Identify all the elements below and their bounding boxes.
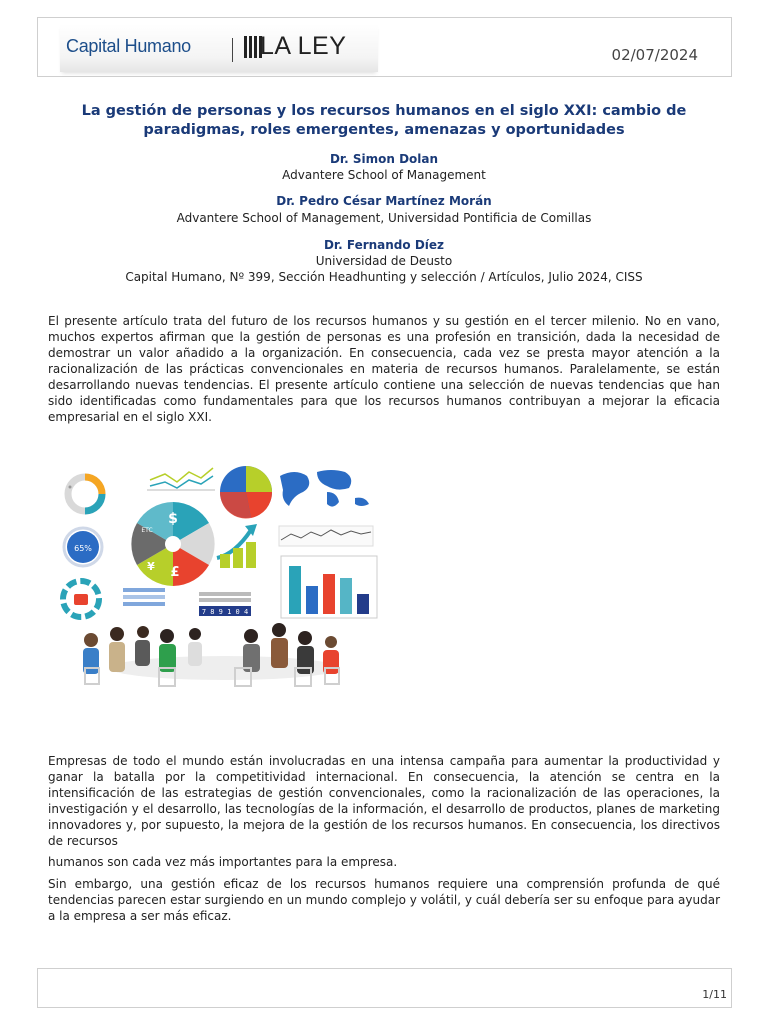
author-affiliation: Advantere School of Management, Universidad Pontificia de Comillas	[176, 211, 592, 225]
la-ley-logo: LA LEY	[260, 32, 347, 60]
hr-infographic-image	[55, 462, 385, 732]
page-number: 1/11	[702, 988, 727, 1001]
author-name: Dr. Fernando Díez	[323, 238, 445, 252]
author-name: Dr. Pedro César Martínez Morán	[276, 194, 492, 208]
dollar-icon: $	[168, 511, 178, 527]
author-affiliation: Universidad de Deusto	[315, 254, 453, 268]
article-title: La gestión de personas y los recursos humanos en el siglo XXI: cambio de paradigmas, roles emergentes, amenazas y oportunidades	[81, 103, 687, 138]
euro-icon: €	[122, 540, 132, 556]
intro-paragraph: El presente artículo trata del futuro de los recursos humanos y su gestión en el tercer milenio. No en vano, muchos expertos afirman que la gestión de personas es una profesión en transición, dada la necesidad de demostrar un valor añadido a la organización. En consecuencia, cada vez se presta mayor atención a la racionalización de las prácticas convencionales en materia de recursos humanos. Paralelamente, se están desarrollando nuevas tendencias. El presente artículo contiene una selección de nuevas tendencias que han sido identificadas como fundamentales para que los recursos humanos contribuyan a mejorar la eficacia empresarial en el siglo XXI.	[48, 314, 720, 424]
yen-icon: ¥	[147, 560, 155, 573]
body-paragraph: Empresas de todo el mundo están involucradas en una intensa campaña para aumentar la productividad y ganar la batalla por la competitividad internacional. En consecuencia, la atención se centra en la intensificación de las estrategias de gestión convencionales, como la racionalización de las operaciones, la investigación y el desarrollo, las tecnologías de la información, el desarrollo de productos, planes de marketing innovadores y, por supuesto, la mejora de la gestión de los recursos humanos. En consecuencia, los directivos de recursos	[48, 754, 720, 848]
page-header	[37, 17, 732, 77]
author-name: Dr. Simon Dolan	[329, 152, 439, 166]
logo-divider	[232, 38, 233, 62]
pound-icon: £	[170, 565, 180, 580]
infographic-illustration	[55, 462, 385, 732]
gauge-label: 65%	[74, 544, 92, 553]
article-citation: Capital Humano, Nº 399, Sección Headhunting y selección / Artículos, Julio 2024, CISS	[125, 270, 643, 284]
body-paragraph: humanos son cada vez más importantes para la empresa.	[48, 855, 398, 869]
author-affiliation: Advantere School of Management	[282, 168, 486, 182]
counter-digits: 7 8 9 1 0 4	[201, 608, 249, 616]
page-footer	[37, 968, 732, 1008]
capital-humano-logo: Capital Humano	[66, 36, 191, 56]
publication-date: 02/07/2024	[611, 46, 698, 64]
publisher-logo	[60, 24, 378, 72]
body-paragraph: Sin embargo, una gestión eficaz de los recursos humanos requiere una comprensión profunda de qué tendencias parecen estar surgiendo en un mundo complejo y volátil, y cuál debería ser su enfoque para ayudar a la empresa a ser más eficaz.	[48, 877, 720, 923]
etc-label: ETC	[141, 527, 153, 534]
